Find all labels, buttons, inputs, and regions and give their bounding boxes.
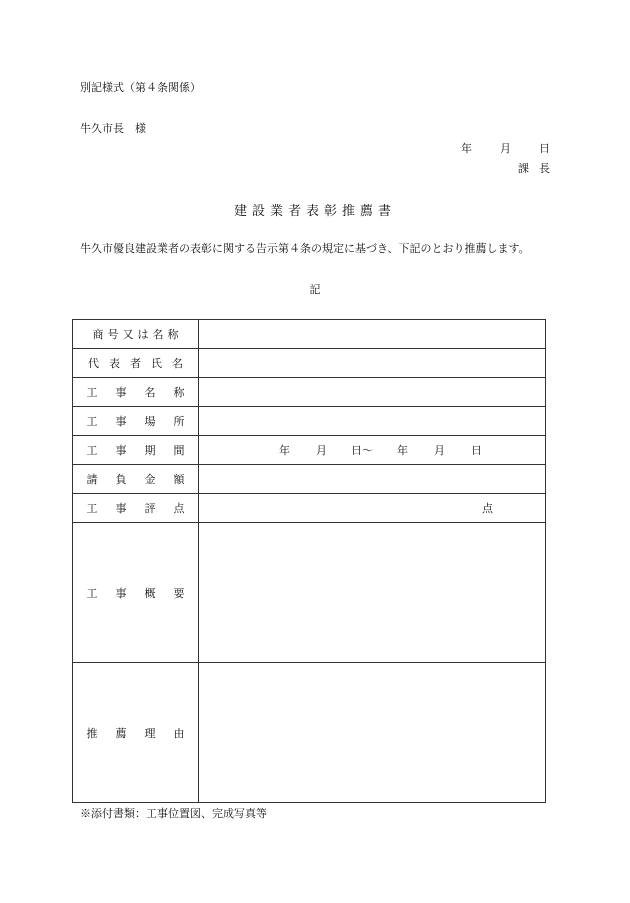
label-work-period: 工事期間 (73, 436, 199, 465)
period-start-month: 月 (316, 444, 327, 457)
date-month: 月 (500, 142, 511, 155)
field-work-name[interactable] (199, 378, 546, 407)
field-work-location[interactable] (199, 407, 546, 436)
table-row (73, 523, 546, 663)
field-recommendation-reason[interactable] (199, 663, 546, 803)
field-company-name[interactable] (199, 320, 546, 349)
date-day: 日 (539, 142, 550, 155)
date-line (461, 143, 550, 154)
work-period-range (199, 442, 545, 458)
form-label: 別記様式（第４条関係） (80, 81, 201, 94)
period-start-year: 年 (279, 444, 290, 457)
label-work-score: 工事評点 (73, 494, 199, 523)
document-title: 建設業者表彰推薦書 (233, 204, 396, 219)
label-work-location: 工事場所 (73, 407, 199, 436)
period-end-month: 月 (434, 444, 445, 457)
field-work-period[interactable] (199, 436, 546, 465)
attachment-note: ※添付書類：工事位置図、完成写真等 (80, 807, 267, 820)
label-representative-name: 代表者氏名 (73, 349, 199, 378)
ki-heading: 記 (309, 283, 321, 296)
table-row (73, 494, 546, 523)
field-representative-name[interactable] (199, 349, 546, 378)
table-row (73, 436, 546, 465)
period-start-day: 日～ (351, 444, 373, 457)
label-contract-amount: 請負金額 (73, 465, 199, 494)
field-contract-amount[interactable] (199, 465, 546, 494)
label-company-name: 商号又は名称 (73, 320, 199, 349)
table-row (73, 465, 546, 494)
table-row (73, 320, 546, 349)
table-row (73, 349, 546, 378)
period-end-year: 年 (397, 444, 408, 457)
intro-text: 牛久市優良建設業者の表彰に関する告示第４条の規定に基づき、下記のとおり推薦します。 (80, 242, 530, 255)
table-row (73, 407, 546, 436)
field-work-overview[interactable] (199, 523, 546, 663)
field-work-score[interactable]: 点 (199, 494, 546, 523)
addressee: 牛久市長 様 (80, 122, 146, 135)
table-row (73, 378, 546, 407)
label-recommendation-reason: 推薦理由 (73, 663, 199, 803)
label-work-overview: 工事概要 (73, 523, 199, 663)
recommendation-table (72, 319, 546, 803)
date-year: 年 (461, 142, 472, 155)
label-work-name: 工事名称 (73, 378, 199, 407)
submitter-title: 課長 (518, 162, 560, 175)
table-row (73, 663, 546, 803)
period-end-day: 日 (471, 444, 482, 457)
